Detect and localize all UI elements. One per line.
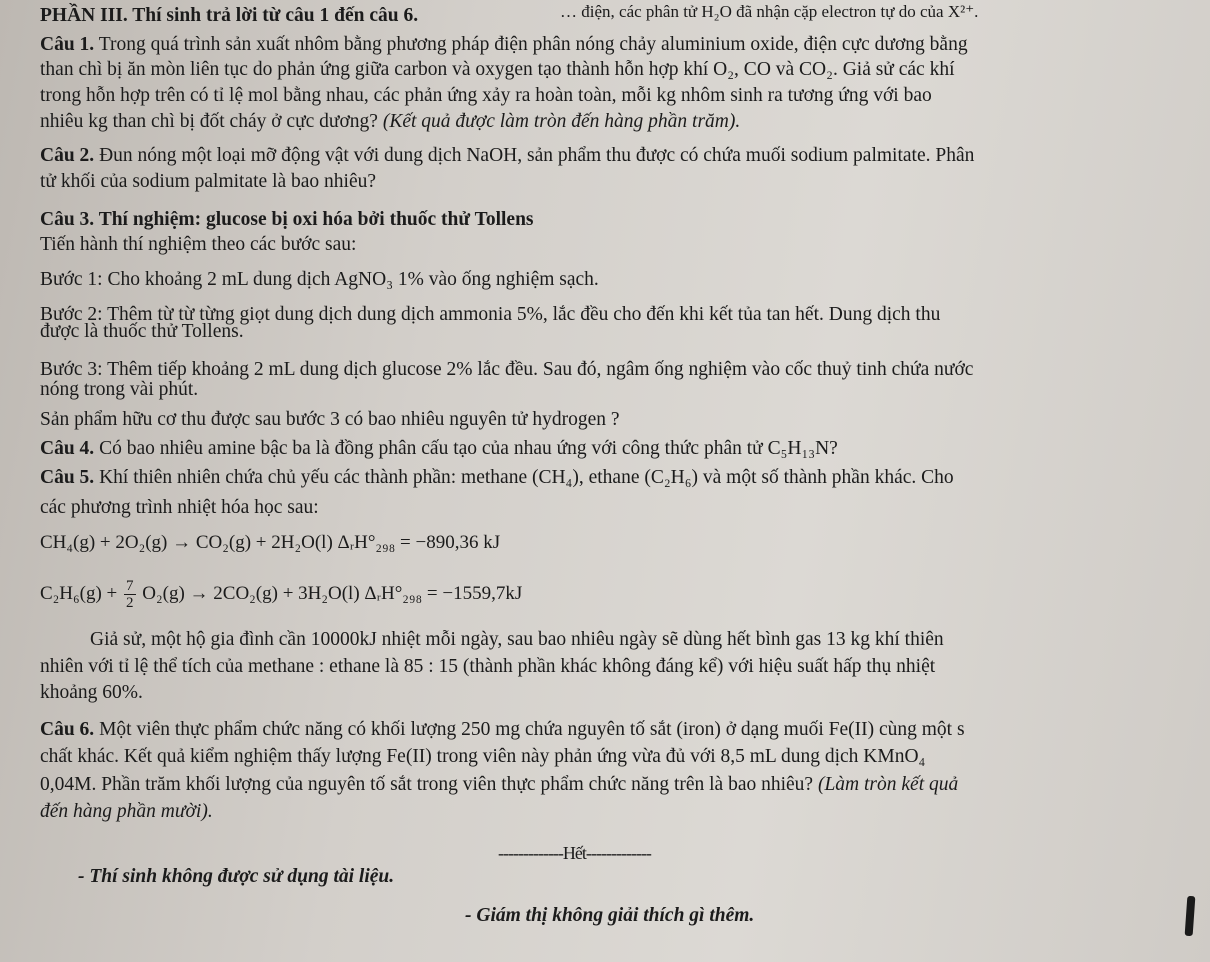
q5-line-5: khoảng 60%. [40, 682, 143, 703]
q5-line-2: các phương trình nhiệt hóa học sau: [40, 497, 319, 518]
top-fragment: … điện, các phân tử H₂O đã nhận cặp electron tự do của X²⁺. [560, 2, 979, 21]
q5-line-4: nhiên với tỉ lệ thể tích của methane : ethane là 85 : 15 (thành phần khác không đáng kể) với hiệu suất hấp thụ nhiệt [40, 656, 936, 677]
q1-line-3: trong hỗn hợp trên có tỉ lệ mol bằng nhau, các phản ứng xảy ra hoàn toàn, mỗi kg nhôm sinh ra tương ứng với bao [40, 85, 932, 106]
q3-question: Sản phẩm hữu cơ thu được sau bước 3 có bao nhiêu nguyên tử hydrogen ? [40, 409, 620, 430]
q5-line-3: Giả sử, một hộ gia đình cần 10000kJ nhiệt mỗi ngày, sau bao nhiêu ngày sẽ dùng hết bình gas 13 kg khí thiên [90, 629, 944, 650]
q4-line-1: Câu 4. Có bao nhiêu amine bậc ba là đồng phân cấu tạo của nhau ứng với công thức phân tử C₅H₁₃N? [40, 438, 838, 459]
q3-step-1: Bước 1: Cho khoảng 2 mL dung dịch AgNO₃ 1% vào ống nghiệm sạch. [40, 269, 599, 290]
q6-line-4: đến hàng phần mười). [40, 801, 213, 822]
q2-line-2: tử khối của sodium palmitate là bao nhiêu? [40, 171, 377, 192]
q2-line-1: Câu 2. Đun nóng một loại mỡ động vật với dung dịch NaOH, sản phẩm thu được có chứa muối sodium palmitate. Phân [40, 145, 975, 166]
thermo-equation-1: CH₄(g) + 2O₂(g) → CO₂(g) + 2H₂O(l) ΔᵣH°₂₉₈ = −890,36 kJ [40, 532, 501, 553]
q1-line-2: than chì bị ăn mòn liên tục do phản ứng giữa carbon và oxygen tạo thành hỗn hợp khí O₂, CO và CO₂. Giả sử các khí [40, 59, 955, 80]
note-no-materials: - Thí sinh không được sử dụng tài liệu. [78, 866, 395, 887]
q3-title: Câu 3. Thí nghiệm: glucose bị oxi hóa bởi thuốc thử Tollens [40, 209, 534, 230]
q6-line-3: 0,04M. Phần trăm khối lượng của nguyên tố sắt trong viên thực phẩm chức năng trên là bao nhiêu? (Làm tròn kết quả [40, 774, 959, 795]
thermo-equation-2: C₂H₆(g) + $\frac{7}{2}$ O₂(g) → 2CO₂(g) + 3H₂O(l) ΔᵣH°₂₉₈ = −1559,7kJ [40, 578, 523, 611]
note-proctor: - Giám thị không giải thích gì thêm. [465, 905, 755, 926]
part-title: PHẦN III. Thí sinh trả lời từ câu 1 đến câu 6. [40, 5, 419, 26]
q3-step-2-line-2: được là thuốc thử Tollens. [40, 321, 244, 342]
q1-line-1: Câu 1. Trong quá trình sản xuất nhôm bằng phương pháp điện phân nóng chảy aluminium oxide, điện cực dương bằng [40, 34, 968, 55]
pen-mark [1185, 896, 1196, 936]
q3-intro: Tiến hành thí nghiệm theo các bước sau: [40, 234, 357, 255]
q3-step-3-line-1: Bước 3: Thêm tiếp khoảng 2 mL dung dịch glucose 2% lắc đều. Sau đó, ngâm ống nghiệm vào cốc thuỷ tinh chứa nước [40, 359, 974, 380]
q3-step-3-line-2: nóng trong vài phút. [40, 379, 199, 400]
end-mark: -------------Hết------------- [498, 843, 651, 863]
fraction-seven-halves: $\frac{7}{2}$ [126, 578, 134, 611]
q6-line-1: Câu 6. Một viên thực phẩm chức năng có khối lượng 250 mg chứa nguyên tố sắt (iron) ở dạng muối Fe(II) cùng một s [40, 719, 965, 740]
q6-line-2: chất khác. Kết quả kiểm nghiệm thấy lượng Fe(II) trong viên này phản ứng vừa đủ với 8,5 mL dung dịch KMnO₄ [40, 746, 926, 767]
q5-line-1: Câu 5. Khí thiên nhiên chứa chủ yếu các thành phần: methane (CH₄), ethane (C₂H₆) và một số thành phần khác. Cho [40, 467, 954, 488]
q3-step-2-line-1: Bước 2: Thêm từ từ từng giọt dung dịch dung dịch ammonia 5%, lắc đều cho đến khi kết tủa tan hết. Dung dịch thu [40, 304, 941, 325]
q1-line-4: nhiêu kg than chì bị đốt cháy ở cực dương? (Kết quả được làm tròn đến hàng phần trăm). [40, 111, 741, 132]
